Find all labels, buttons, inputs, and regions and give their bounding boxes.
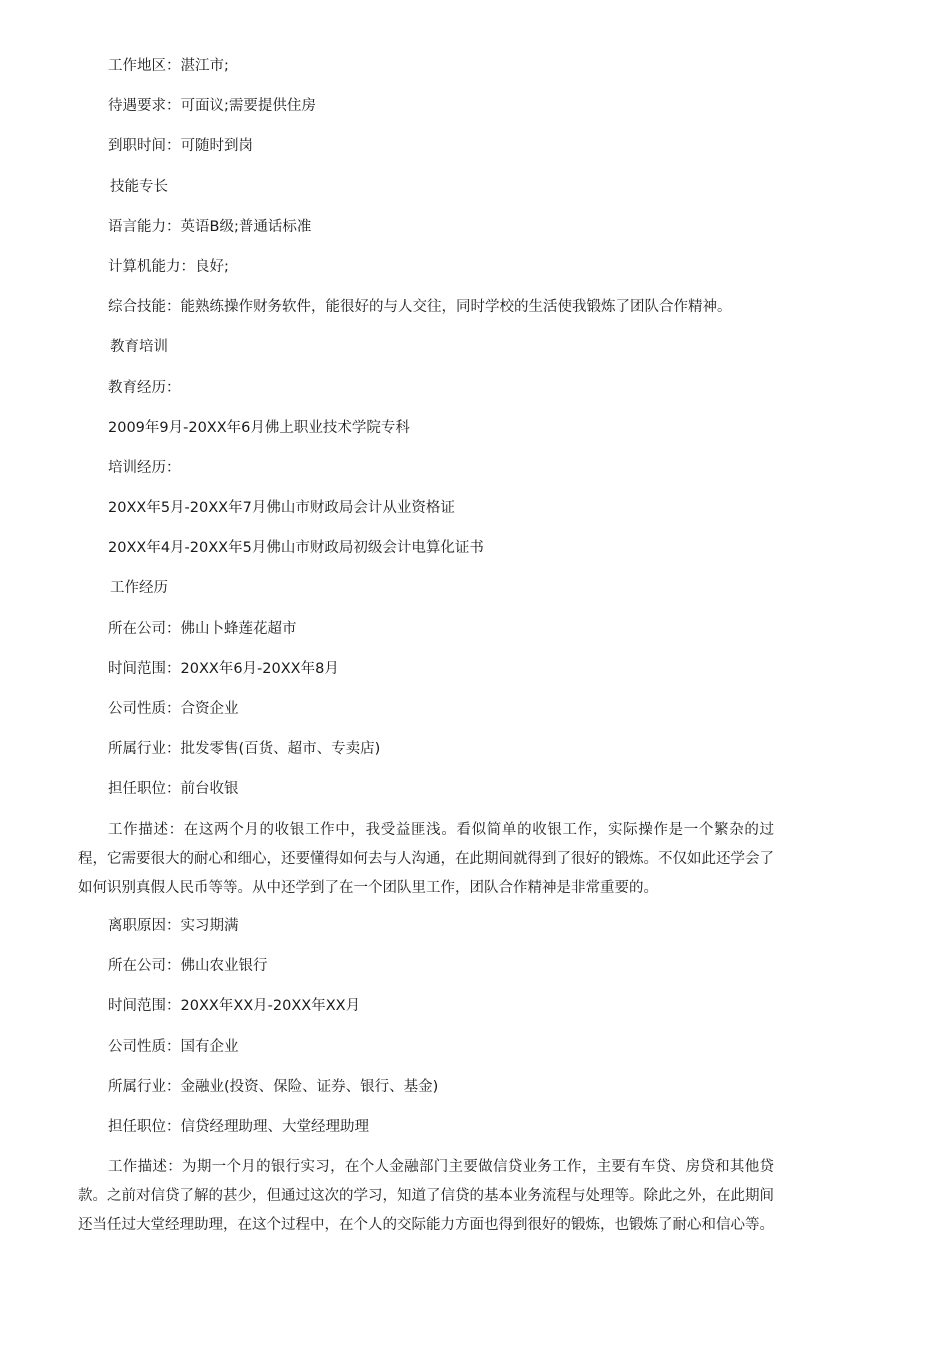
training-label: 培训经历：: [108, 459, 181, 476]
start-time-line: 到职时间：可随时到岗: [108, 138, 253, 155]
job2-period: 时间范围：20XX年XX月-20XX年XX月: [108, 998, 361, 1015]
job2-description: 工作描述：为期一个月的银行实习，在个人金融部门主要做信贷业务工作，主要有车贷、房贷和其他贷款。之前对信贷了解的甚少，但通过这次的学习，知道了信贷的基本业务流程与处理等。除此之外，在此期间还当任过大堂经理助理，在这个过程中，在个人的交际能力方面也得到很好的锻炼，也锻炼了耐心和信心等。: [78, 1159, 774, 1234]
education-label: 教育经历：: [108, 379, 181, 396]
job1-leave-reason: 离职原因：实习期满: [108, 918, 239, 935]
work-heading: 工作经历: [110, 580, 168, 597]
job2-position: 担任职位：信贷经理助理、大堂经理助理: [108, 1119, 369, 1135]
salary-line: 待遇要求：可面议;需要提供住房: [108, 98, 316, 115]
training-entry-2: 20XX年4月-20XX年5月佛山市财政局初级会计电算化证书: [108, 540, 484, 557]
skills-heading: 技能专长: [110, 178, 168, 195]
computer-skill-line: 计算机能力：良好;: [108, 258, 229, 275]
education-heading: 教育培训: [110, 339, 168, 356]
job1-industry: 所属行业：批发零售(百货、超市、专卖店): [108, 741, 381, 758]
job2-nature: 公司性质：国有企业: [108, 1038, 239, 1055]
job2-industry: 所属行业：金融业(投资、保险、证券、银行、基金): [108, 1078, 439, 1095]
job1-company: 所在公司：佛山卜蜂莲花超市: [108, 620, 297, 637]
job1-description: 工作描述：在这两个月的收银工作中，我受益匪浅。看似简单的收银工作，实际操作是一个繁杂的过程，它需要很大的耐心和细心，还要懂得如何去与人沟通，在此期间就得到了很好的锻炼。不仅如此还学会了如何识别真假人民币等等。从中还学到了在一个团队里工作，团队合作精神是非常重要的。: [78, 821, 774, 896]
education-entry: 2009年9月-20XX年6月佛上职业技术学院专科: [108, 419, 410, 436]
language-skill-line: 语言能力：英语B级;普通话标准: [108, 218, 312, 235]
job1-nature: 公司性质：合资企业: [108, 701, 239, 717]
general-skill-line: 综合技能：能熟练操作财务软件，能很好的与人交往，同时学校的生活使我锻炼了团队合作精神。: [108, 299, 732, 316]
training-entry-1: 20XX年5月-20XX年7月佛山市财政局会计从业资格证: [108, 500, 455, 517]
job2-company: 所在公司：佛山农业银行: [108, 958, 268, 975]
work-area-line: 工作地区：湛江市;: [108, 58, 229, 74]
job1-period: 时间范围：20XX年6月-20XX年8月: [108, 660, 339, 677]
job1-position: 担任职位：前台收银: [108, 781, 239, 798]
